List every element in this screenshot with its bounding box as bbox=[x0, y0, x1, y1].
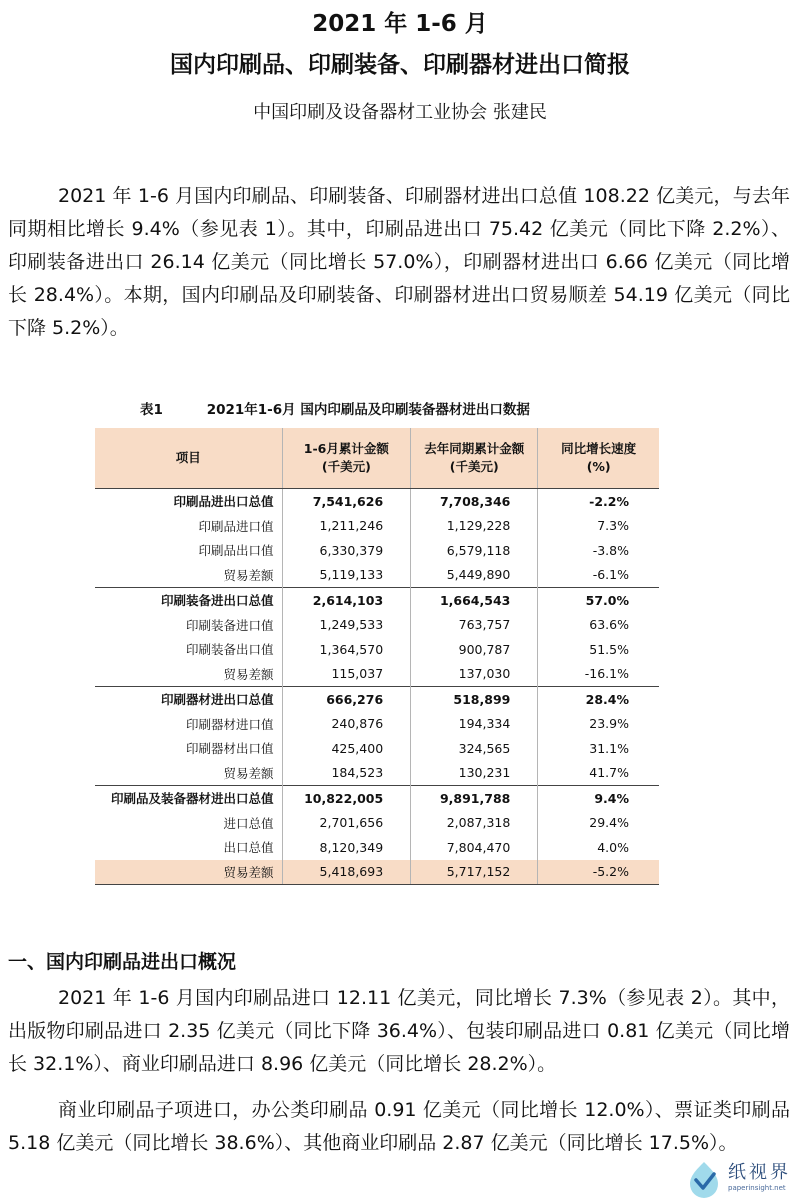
data-table bbox=[95, 428, 659, 885]
table-row bbox=[95, 489, 659, 514]
row-item: 印刷器材进出口总值 bbox=[95, 687, 282, 712]
row-item: 贸易差额 bbox=[223, 567, 274, 583]
row-previous: 2,087,318 bbox=[411, 811, 538, 836]
header-current bbox=[282, 428, 411, 489]
row-current: 6,330,379 bbox=[282, 538, 411, 563]
row-growth: -6.1% bbox=[538, 563, 659, 588]
row-growth: -3.8% bbox=[538, 538, 659, 563]
row-current: 7,541,626 bbox=[282, 489, 411, 514]
row-current: 115,037 bbox=[282, 662, 411, 687]
row-previous: 1,664,543 bbox=[411, 588, 538, 613]
row-growth: -2.2% bbox=[538, 489, 659, 514]
row-previous: 900,787 bbox=[411, 637, 538, 662]
table-row bbox=[95, 736, 659, 761]
watermark-logo-icon bbox=[684, 1158, 724, 1198]
section-heading: 一、国内印刷品进出口概况 bbox=[8, 951, 237, 973]
table-row bbox=[95, 835, 659, 860]
row-growth: 51.5% bbox=[538, 637, 659, 662]
row-previous: 194,334 bbox=[411, 712, 538, 737]
row-previous: 7,708,346 bbox=[411, 489, 538, 514]
title-line-2: 国内印刷品、印刷装备、印刷器材进出口简报 bbox=[170, 52, 630, 78]
watermark-text: 纸视界 bbox=[728, 1162, 791, 1183]
watermark-url: paperinsight.net bbox=[728, 1184, 786, 1192]
row-item: 贸易差额 bbox=[223, 765, 274, 781]
row-previous: 137,030 bbox=[411, 662, 538, 687]
row-item: 印刷器材进口值 bbox=[186, 716, 274, 732]
table-row bbox=[95, 811, 659, 836]
row-growth: 9.4% bbox=[538, 786, 659, 811]
row-current: 2,701,656 bbox=[282, 811, 411, 836]
row-current: 240,876 bbox=[282, 712, 411, 737]
row-growth: 4.0% bbox=[538, 835, 659, 860]
row-item: 印刷装备出口值 bbox=[186, 642, 274, 658]
table-row bbox=[95, 662, 659, 687]
header-growth-line1: 同比增长速度 bbox=[561, 441, 637, 456]
row-current: 184,523 bbox=[282, 761, 411, 786]
row-growth: 41.7% bbox=[538, 761, 659, 786]
row-item: 印刷品进出口总值 bbox=[173, 494, 274, 510]
row-previous: 763,757 bbox=[411, 613, 538, 638]
row-growth: 23.9% bbox=[538, 712, 659, 737]
row-item: 印刷装备进口值 bbox=[186, 617, 274, 633]
row-growth: 31.1% bbox=[538, 736, 659, 761]
row-item: 贸易差额 bbox=[95, 860, 282, 885]
row-previous: 1,129,228 bbox=[411, 514, 538, 539]
table-row bbox=[95, 538, 659, 563]
section-paragraph-1: 2021 年 1-6 月国内印刷品进口 12.11 亿美元，同比增长 7.3%（参见表 2）。其中，出版物印刷品进口 2.35 亿美元（同比下降 36.4%）、包装印刷品进口 0.81 亿美元（同比增长 32.1%）、商业印刷品进口 8.96 亿美元（同比增长 28.2%）。 bbox=[8, 987, 790, 1075]
row-current: 2,614,103 bbox=[282, 588, 411, 613]
row-current: 5,119,133 bbox=[282, 563, 411, 588]
row-growth: 7.3% bbox=[538, 514, 659, 539]
row-previous: 7,804,470 bbox=[411, 835, 538, 860]
header-item: 项目 bbox=[95, 428, 282, 489]
row-previous: 9,891,788 bbox=[411, 786, 538, 811]
header-current-line1: 1-6月累计金额 bbox=[303, 441, 389, 456]
row-growth: -16.1% bbox=[538, 662, 659, 687]
section-paragraph-2: 商业印刷品子项进口，办公类印刷品 0.91 亿美元（同比增长 12.0%）、票证类印刷品 5.18 亿美元（同比增长 38.6%）、其他商业印刷品 2.87 亿美元（同比增长 17.5%）。 bbox=[8, 1099, 790, 1154]
row-previous: 130,231 bbox=[411, 761, 538, 786]
table-caption-title: 2021年1-6月 国内印刷品及印刷装备器材进出口数据 bbox=[206, 402, 530, 418]
row-item: 印刷器材出口值 bbox=[186, 741, 274, 757]
row-previous: 324,565 bbox=[411, 736, 538, 761]
header-growth-line2: (%) bbox=[586, 459, 611, 474]
table-row bbox=[95, 687, 659, 712]
header-growth bbox=[538, 428, 659, 489]
table-caption-number: 表1 bbox=[140, 402, 163, 418]
row-current: 425,400 bbox=[282, 736, 411, 761]
row-growth: -5.2% bbox=[538, 860, 659, 885]
table-row bbox=[95, 588, 659, 613]
row-growth: 29.4% bbox=[538, 811, 659, 836]
row-previous: 5,717,152 bbox=[411, 860, 538, 885]
row-item: 印刷装备进出口总值 bbox=[95, 588, 282, 613]
row-item: 印刷品及装备器材进出口总值 bbox=[95, 786, 282, 811]
row-current: 5,418,693 bbox=[282, 860, 411, 885]
header-previous-line2: (千美元) bbox=[449, 459, 499, 474]
intro-paragraph: 2021 年 1-6 月国内印刷品、印刷装备、印刷器材进出口总值 108.22 亿美元，与去年同期相比增长 9.4%（参见表 1）。其中，印刷品进出口 75.42 亿美元（同比下降 2.2%）、印刷装备进出口 26.14 亿美元（同比增长 57.0%），印刷器材进出口 6.66 亿美元（同比增长 28.4%）。本期，国内印刷品及印刷装备、印刷器材进出口贸易顺差 54.19 亿美元（同比下降 5.2%）。 bbox=[8, 185, 790, 339]
table-row bbox=[95, 613, 659, 638]
row-previous: 6,579,118 bbox=[411, 538, 538, 563]
row-previous: 518,899 bbox=[411, 687, 538, 712]
row-current: 8,120,349 bbox=[282, 835, 411, 860]
row-current: 1,249,533 bbox=[282, 613, 411, 638]
table-row bbox=[95, 712, 659, 737]
author-line: 中国印刷及设备器材工业协会 张建民 bbox=[253, 102, 547, 123]
table-caption bbox=[140, 398, 530, 418]
title-line-1: 2021 年 1-6 月 bbox=[312, 11, 488, 37]
table-row bbox=[95, 563, 659, 588]
table-row bbox=[95, 860, 659, 885]
row-current: 1,364,570 bbox=[282, 637, 411, 662]
row-item: 印刷品出口值 bbox=[198, 543, 274, 559]
watermark-logo bbox=[684, 1158, 794, 1198]
header-previous-line1: 去年同期累计金额 bbox=[424, 441, 525, 456]
row-current: 1,211,246 bbox=[282, 514, 411, 539]
table-row bbox=[95, 637, 659, 662]
row-item: 印刷品进口值 bbox=[198, 518, 274, 534]
table-row bbox=[95, 786, 659, 811]
table-row bbox=[95, 514, 659, 539]
table-header-row bbox=[95, 428, 659, 489]
row-growth: 63.6% bbox=[538, 613, 659, 638]
row-current: 666,276 bbox=[282, 687, 411, 712]
row-item: 出口总值 bbox=[223, 840, 274, 856]
row-previous: 5,449,890 bbox=[411, 563, 538, 588]
row-growth: 57.0% bbox=[538, 588, 659, 613]
table-row bbox=[95, 761, 659, 786]
header-current-line2: (千美元) bbox=[321, 459, 371, 474]
row-item: 进口总值 bbox=[223, 815, 274, 831]
row-current: 10,822,005 bbox=[282, 786, 411, 811]
row-growth: 28.4% bbox=[538, 687, 659, 712]
header-previous bbox=[411, 428, 538, 489]
row-item: 贸易差额 bbox=[223, 666, 274, 682]
